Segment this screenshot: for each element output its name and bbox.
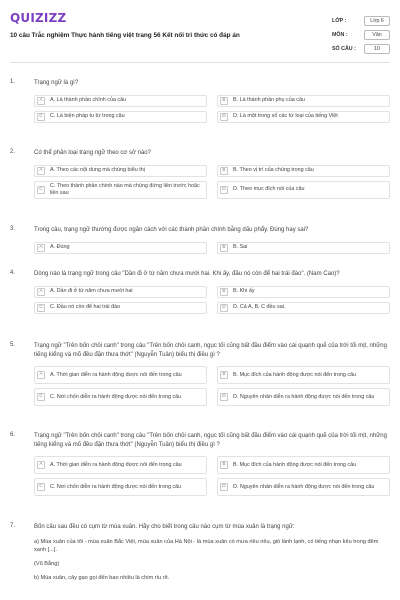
option-letter: A bbox=[37, 461, 45, 469]
question-text: Bốn câu sau đều có cụm từ mùa xuân. Hãy cho biết trong câu nào cụm từ mùa xuân là trạng ngữ: bbox=[34, 524, 295, 530]
option-text: B. Khi ấy bbox=[233, 288, 255, 295]
option-letter: B bbox=[220, 461, 228, 469]
option-text: B. Theo vị trí của chúng trong câu bbox=[233, 167, 314, 174]
option-text: B. Mục đích của hành động được nói đến trong câu bbox=[233, 371, 357, 378]
question-text: Trạng ngữ "Trên bốn chỏi canh" trong câu "Trên bốn chỏi canh, ngục tối cũng bất đầu điểm vào cái quạnh quẽ của trời tối mịt, những tiếng kiểng và mõ đều đặn thưa thớt" (Nguyễn Tuân) biểu thị điều gì ? bbox=[34, 343, 387, 358]
option-letter: B bbox=[220, 167, 228, 175]
meta-value: Lớp 6 bbox=[364, 16, 390, 26]
meta-panel bbox=[332, 14, 390, 56]
question-number: 2. bbox=[10, 149, 16, 155]
question bbox=[10, 79, 390, 123]
option-text: A. Theo các nội dung mà chúng biểu thị bbox=[50, 167, 145, 174]
option-letter: C bbox=[37, 483, 45, 491]
option-letter: D bbox=[220, 113, 228, 121]
option-text: D. Nguyên nhân diễn ra hành động được nói đến trong câu bbox=[233, 393, 375, 400]
option-letter: D bbox=[220, 304, 228, 312]
option-text: B. Mục đích của hành động được nói đến trong câu bbox=[233, 461, 357, 468]
option-letter: C bbox=[37, 113, 45, 121]
option-b[interactable] bbox=[217, 242, 390, 254]
meta-key: LỚP : bbox=[332, 18, 347, 24]
passage-paragraph: b) Mùa xuân, cây gạo gọi đến bao nhiêu là chim ríu rít. bbox=[34, 574, 170, 581]
question-text: Trong câu, trạng ngữ thường được ngăn cách với các thành phần chính bằng dấu phẩy. Đúng hay sai? bbox=[34, 227, 309, 233]
question-number: 7. bbox=[10, 523, 16, 529]
question-text: Trạng ngữ "Trên bốn chỏi canh" trong câu "Trên bốn chỏi canh, ngục tối cũng bất đầu điểm vào cái quạnh quẽ của trời tối mịt, những tiếng kiểng và mõ đều đặn thưa thớt" (Nguyễn Tuân) biểu thị điều gì ? bbox=[34, 433, 387, 448]
option-c[interactable] bbox=[34, 181, 207, 199]
option-letter: B bbox=[220, 244, 228, 252]
option-a[interactable] bbox=[34, 95, 207, 107]
option-letter: A bbox=[37, 97, 45, 105]
option-b[interactable] bbox=[217, 366, 390, 384]
options bbox=[34, 242, 390, 254]
question-number: 5. bbox=[10, 342, 16, 348]
option-letter: C bbox=[37, 393, 45, 401]
option-d[interactable] bbox=[217, 388, 390, 406]
option-text: D. Nguyên nhân diễn ra hành động được nói đến trong câu bbox=[233, 483, 375, 490]
passage-author: (Vũ Bằng) bbox=[34, 560, 60, 567]
options bbox=[34, 456, 390, 496]
option-d[interactable] bbox=[217, 111, 390, 123]
option-text: C. Đầu nó còn để hai trái đào bbox=[50, 304, 121, 311]
option-a[interactable] bbox=[34, 165, 207, 177]
meta-row-subject bbox=[332, 28, 390, 42]
question-text: Trạng ngữ là gì? bbox=[34, 80, 79, 86]
question-number: 4. bbox=[10, 270, 16, 276]
option-a[interactable] bbox=[34, 242, 207, 254]
option-text: C. Theo thành phần chính nào mà chúng đứng liền trước hoặc liền sau bbox=[50, 182, 200, 196]
option-a[interactable] bbox=[34, 456, 207, 474]
option-letter: C bbox=[37, 304, 45, 312]
meta-key: MÔN : bbox=[332, 32, 348, 38]
option-text: A. Là thành phần chính của câu bbox=[50, 97, 127, 104]
meta-value: Văn bbox=[364, 30, 390, 40]
option-a[interactable] bbox=[34, 366, 207, 384]
passage-paragraph: a) Mùa xuân của tôi - mùa xuân Bắc Việt, mùa xuân của Hà Nội - là mùa xuân có mưa riêu riêu, gió lành lạnh, có tiếng nhạn kêu trong đêm xanh [...]. bbox=[34, 538, 379, 553]
question bbox=[10, 226, 390, 254]
question-text: Có thể phân loại trạng ngữ theo cơ sở nào? bbox=[34, 150, 151, 156]
option-letter: A bbox=[37, 167, 45, 175]
question bbox=[10, 342, 390, 406]
question bbox=[10, 432, 390, 496]
option-text: D. Cả A, B, C đều sai. bbox=[233, 304, 286, 311]
option-c[interactable] bbox=[34, 111, 207, 123]
option-letter: B bbox=[220, 97, 228, 105]
option-letter: A bbox=[37, 371, 45, 379]
option-text: B. Sai bbox=[233, 244, 248, 251]
meta-key: SỐ CÂU : bbox=[332, 46, 356, 52]
option-letter: A bbox=[37, 244, 45, 252]
option-text: C. Nơi chốn diễn ra hành động được nói đến trong câu bbox=[50, 483, 182, 490]
option-c[interactable] bbox=[34, 388, 207, 406]
option-b[interactable] bbox=[217, 165, 390, 177]
option-letter: D bbox=[220, 393, 228, 401]
meta-value: 10 bbox=[364, 44, 390, 54]
option-b[interactable] bbox=[217, 286, 390, 298]
option-a[interactable] bbox=[34, 286, 207, 298]
page-title: 10 câu Trắc nghiệm Thực hành tiếng việt trang 56 Kết nối tri thức có đáp án bbox=[10, 32, 240, 39]
option-d[interactable] bbox=[217, 181, 390, 199]
option-letter: D bbox=[220, 483, 228, 491]
option-letter: C bbox=[37, 186, 45, 194]
question-text: Dòng nào là trạng ngữ trong câu "Dần đi ở từ năm chưa mười hai. Khi ấy, đầu nó còn để hai trái đào". (Nam Cao)? bbox=[34, 271, 340, 277]
option-letter: B bbox=[220, 371, 228, 379]
option-d[interactable] bbox=[217, 302, 390, 314]
option-d[interactable] bbox=[217, 478, 390, 496]
option-text: A. Thời gian diễn ra hành động được nói đến trong câu bbox=[50, 461, 182, 468]
option-text: C. Nơi chốn diễn ra hành động được nói đến trong câu bbox=[50, 393, 182, 400]
question-number: 1. bbox=[10, 79, 16, 85]
option-letter: A bbox=[37, 288, 45, 296]
option-text: A. Thời gian diễn ra hành động được nói đến trong câu bbox=[50, 371, 182, 378]
option-b[interactable] bbox=[217, 95, 390, 107]
option-letter: D bbox=[220, 186, 228, 194]
question bbox=[10, 270, 390, 314]
options bbox=[34, 95, 390, 123]
option-text: A. Dần đi ở từ năm chưa mười hai bbox=[50, 288, 133, 295]
header-divider bbox=[10, 62, 390, 63]
option-c[interactable] bbox=[34, 302, 207, 314]
question-number: 3. bbox=[10, 226, 16, 232]
options bbox=[34, 286, 390, 314]
option-b[interactable] bbox=[217, 456, 390, 474]
option-letter: B bbox=[220, 288, 228, 296]
question-number: 6. bbox=[10, 432, 16, 438]
option-text: D. Theo mục đích nói của câu bbox=[233, 186, 305, 193]
meta-row-count bbox=[332, 42, 390, 56]
question bbox=[10, 523, 390, 582]
meta-row-class bbox=[332, 14, 390, 28]
logo: QUIZIZZ bbox=[10, 11, 67, 25]
option-text: C. Là biện pháp tu từ trong câu bbox=[50, 113, 125, 120]
options bbox=[34, 165, 390, 199]
option-text: A. Đúng bbox=[50, 244, 70, 251]
options bbox=[34, 366, 390, 406]
option-text: D. Là một trong số các từ loại của tiếng Việt bbox=[233, 113, 338, 120]
option-c[interactable] bbox=[34, 478, 207, 496]
question bbox=[10, 149, 390, 199]
option-text: B. Là thành phần phụ của câu bbox=[233, 97, 305, 104]
